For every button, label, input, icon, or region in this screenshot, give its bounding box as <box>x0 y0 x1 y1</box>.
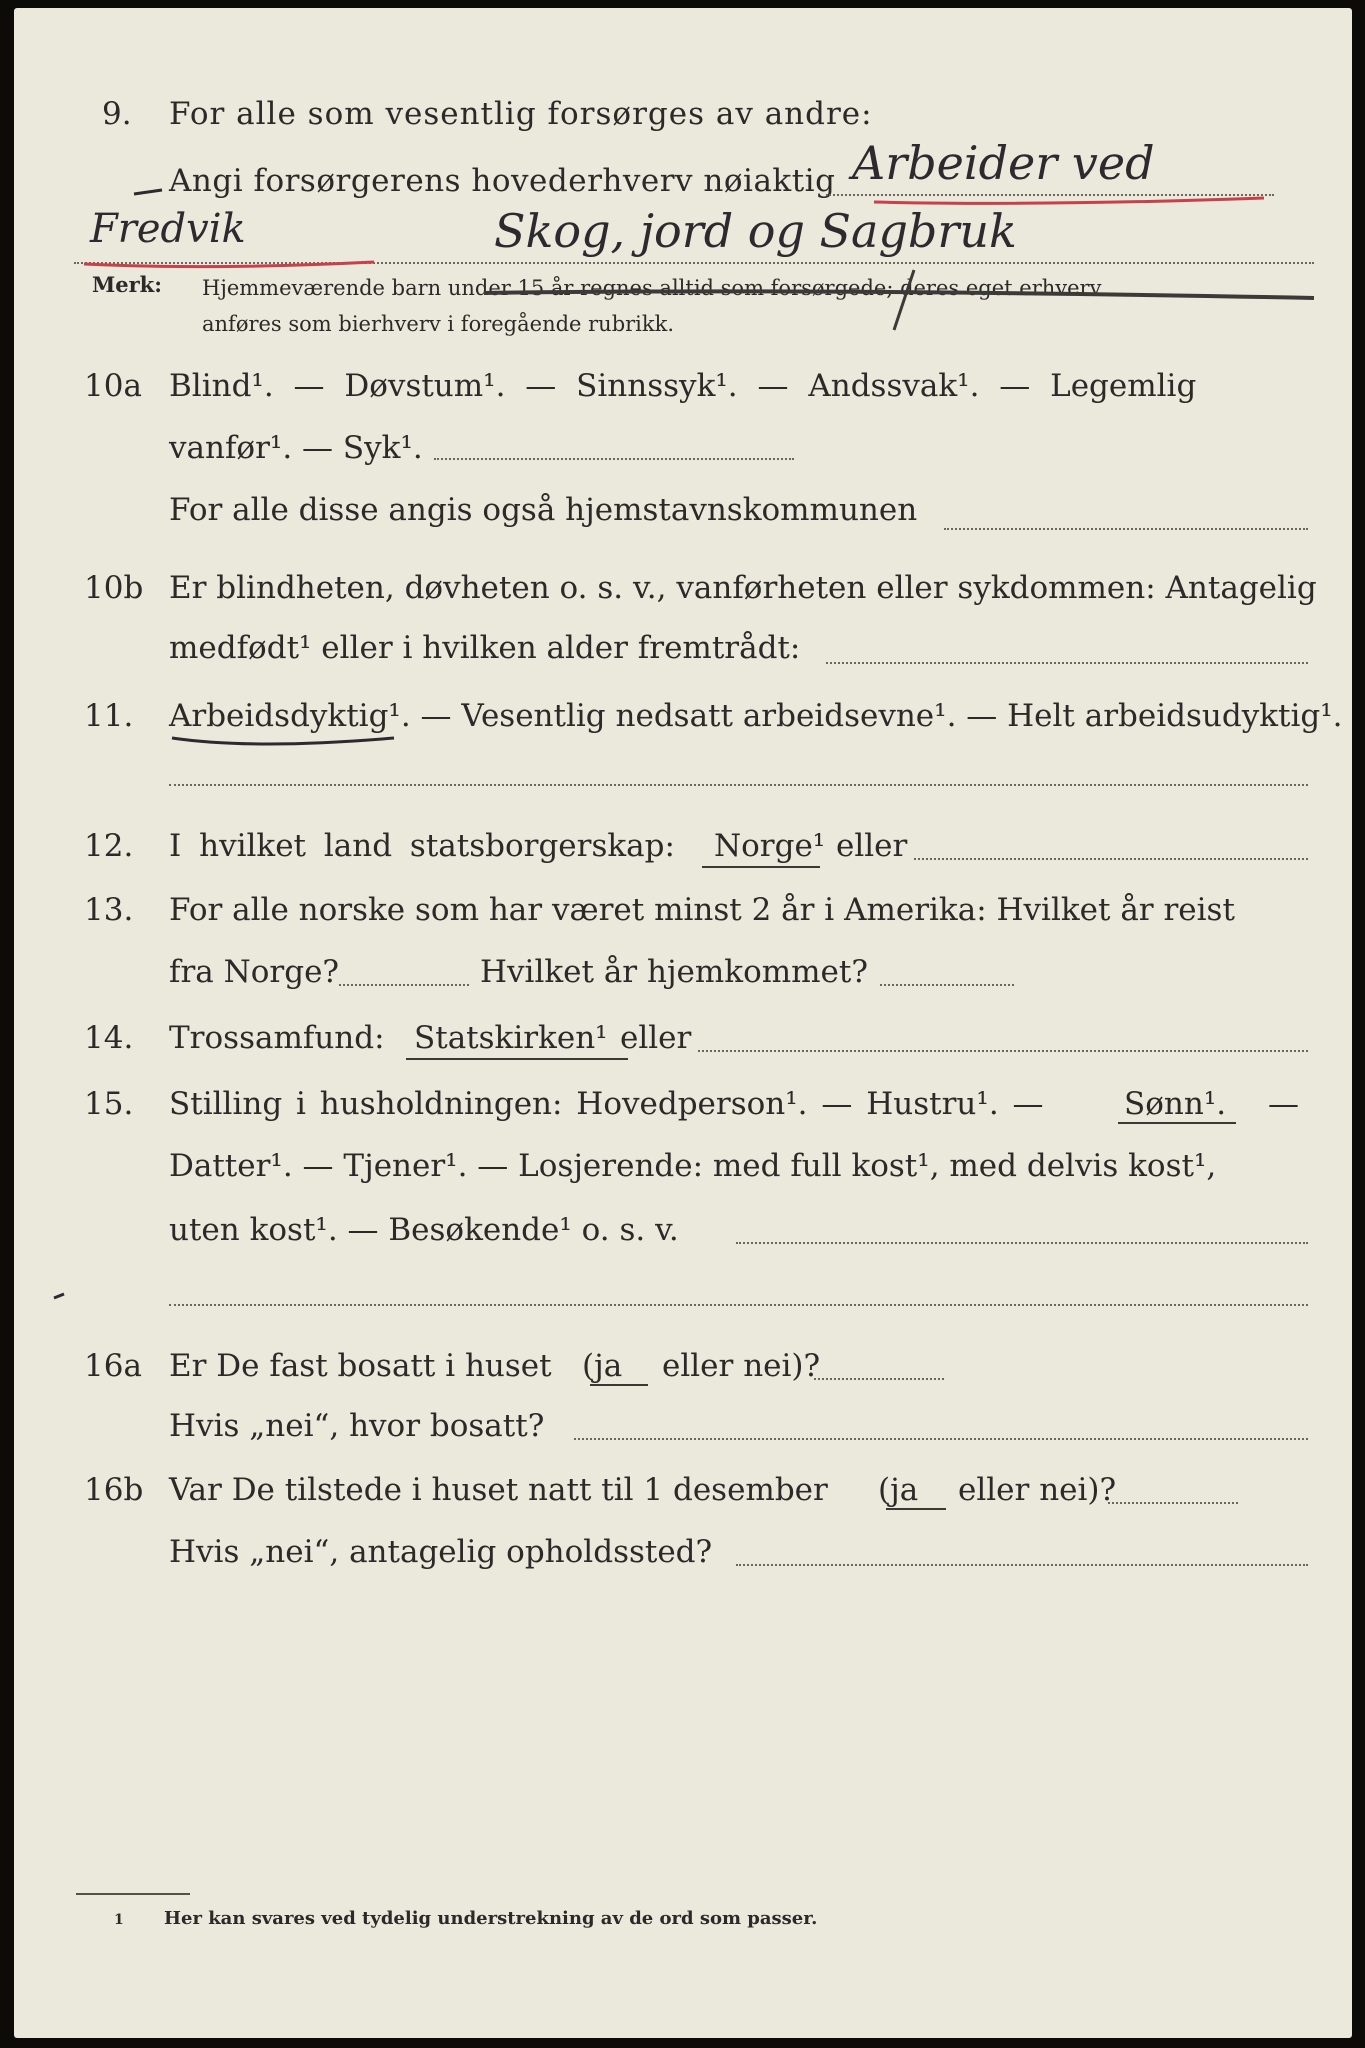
q16b-number: 16b <box>84 1472 144 1508</box>
q16a-line2: Hvis „nei“, hvor bosatt? <box>169 1408 545 1444</box>
q13-line2b: Hvilket år hjemkommet? <box>480 954 868 990</box>
stray-mark-margin <box>54 1294 64 1298</box>
q14-answer-statskirken: Statskirken¹ <box>414 1020 608 1056</box>
q16a-line1c: eller nei)? <box>662 1348 821 1384</box>
hand-underline-arbeidsdyktig <box>172 738 394 744</box>
q9-line2: Angi forsørgerens hovederhverv nøiaktig <box>169 163 836 199</box>
q9-handwritten-line2a: Fredvik <box>90 206 246 252</box>
q10a-line3: For alle disse angis også hjemstavnskommunen <box>169 492 918 528</box>
q16a-answer-ja: (ja <box>582 1348 623 1384</box>
merk-line1: Hjemmeværende barn under 15 år regnes alltid som forsørgede; deres eget erhverv <box>202 276 1102 300</box>
q12-answer-norge: Norge¹ <box>714 828 826 864</box>
q10a-number: 10a <box>84 368 142 404</box>
red-underline-fredvik <box>84 262 374 267</box>
q12-suffix: eller <box>836 828 908 864</box>
q16a-number: 16a <box>84 1348 142 1384</box>
pencil-tick-merk <box>894 270 914 330</box>
merk-line2: anføres som bierhverv i foregående rubrikk. <box>202 312 675 336</box>
q9-line1: For alle som vesentlig forsørges av andre: <box>169 96 873 132</box>
q15-number: 15. <box>84 1086 134 1122</box>
q10b-line2: medfødt¹ eller i hvilken alder fremtrådt: <box>169 630 801 666</box>
pencil-marks-layer <box>14 8 1352 2038</box>
q9-handwritten-line1: Arbeider ved <box>852 136 1155 190</box>
q13-number: 13. <box>84 892 134 928</box>
q12-number: 12. <box>84 828 134 864</box>
q10a-line1: Blind¹. — Døvstum¹. — Sinnssyk¹. — Andssvak¹. — Legemlig <box>169 368 1197 404</box>
q14-prefix: Trossamfund: <box>169 1020 385 1056</box>
q10a-line2: vanfør¹. — Syk¹. <box>169 430 423 466</box>
q15-answer-sonn: Sønn¹. <box>1124 1086 1227 1122</box>
q16b-line1c: eller nei)? <box>958 1472 1117 1508</box>
q13-line2a: fra Norge? <box>169 954 340 990</box>
merk-label: Merk: <box>92 272 162 297</box>
q10b-line1: Er blindheten, døvheten o. s. v., vanførheten eller sykdommen: Antagelig <box>169 570 1317 606</box>
q9-number: 9. <box>102 96 132 132</box>
q15-line2: Datter¹. — Tjener¹. — Losjerende: med full kost¹, med delvis kost¹, <box>169 1148 1217 1184</box>
q9-handwritten-line2b: Skog, jord og Sagbruk <box>494 204 1017 258</box>
q15-line1c: — <box>1268 1086 1299 1122</box>
strike-merk-line <box>484 291 1314 298</box>
q13-line1: For alle norske som har været minst 2 år i Amerika: Hvilket år reist <box>169 892 1235 928</box>
q12-prefix: I hvilket land statsborgerskap: <box>169 828 675 864</box>
red-dash-q9 <box>134 190 162 194</box>
q16b-answer-ja: (ja <box>878 1472 919 1508</box>
q16b-line1a: Var De tilstede i huset natt til 1 desember <box>169 1472 828 1508</box>
q15-line1a: Stilling i husholdningen: Hovedperson¹. — Hustru¹. — <box>169 1086 1044 1122</box>
q16b-line2: Hvis „nei“, antagelig opholdssted? <box>169 1534 713 1570</box>
red-underline-arbeider <box>874 198 1264 203</box>
q11-text: Arbeidsdyktig¹. — Vesentlig nedsatt arbeidsevne¹. — Helt arbeidsudyktig¹. <box>169 698 1343 734</box>
footnote-text: Her kan svares ved tydelig understrekning av de ord som passer. <box>164 1908 818 1929</box>
footnote-mark: 1 <box>114 1912 124 1928</box>
q10b-number: 10b <box>84 570 144 606</box>
q14-number: 14. <box>84 1020 134 1056</box>
census-form-page <box>14 8 1352 2038</box>
q14-suffix: eller <box>620 1020 692 1056</box>
q11-number: 11. <box>84 698 134 734</box>
q15-line3: uten kost¹. — Besøkende¹ o. s. v. <box>169 1212 679 1248</box>
q16a-line1a: Er De fast bosatt i huset <box>169 1348 552 1384</box>
